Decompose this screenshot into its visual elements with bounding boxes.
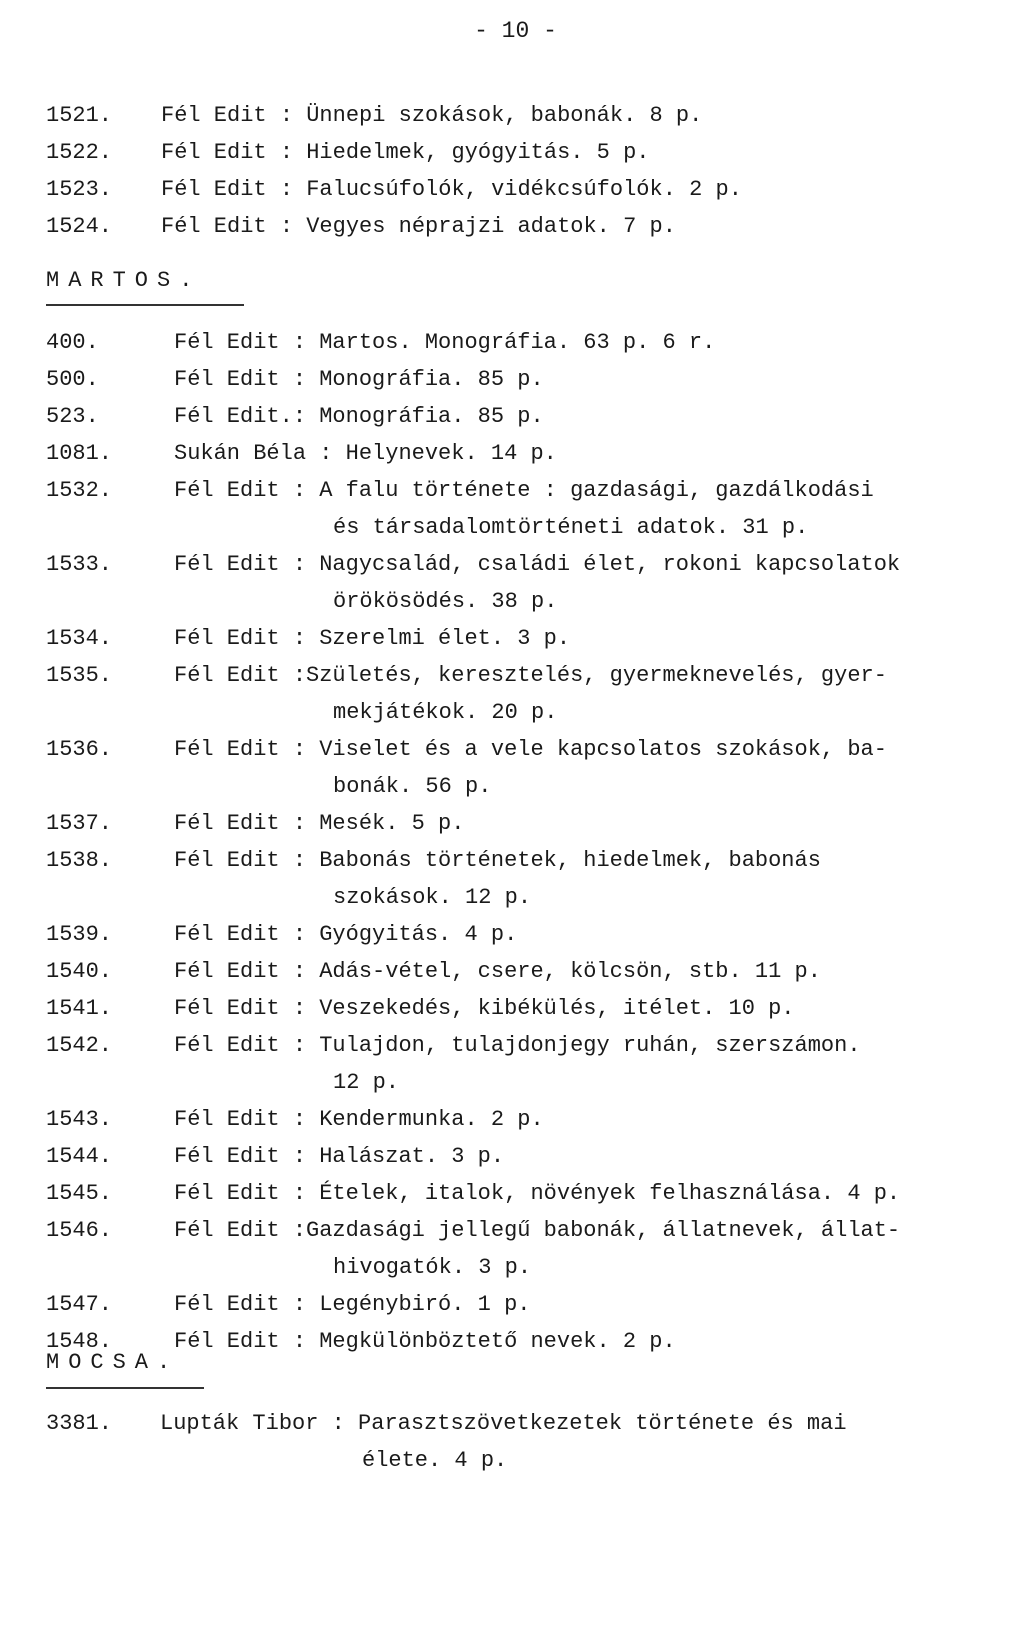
entry-number: 1537.: [46, 811, 113, 836]
entry-author: Fél Edit: [174, 626, 280, 651]
entry-row: [46, 171, 1006, 208]
entry-separator: :: [279, 1329, 320, 1354]
entry-author: Fél Edit: [174, 367, 280, 392]
entry-row: [46, 1138, 1006, 1175]
entry-title: Halászat. 3 p.: [319, 1144, 505, 1169]
entry-number: 1534.: [46, 626, 113, 651]
entry-number: 1535.: [46, 663, 113, 688]
entry-title: A falu története : gazdasági, gazdálkodási: [319, 478, 874, 503]
entry-author: Fél Edit: [174, 1107, 280, 1132]
entry-row: [46, 1286, 1006, 1323]
entry-author: Lupták Tibor: [160, 1411, 319, 1436]
entry-title-continuation: élete. 4 p.: [362, 1448, 508, 1473]
entry-number: 1540.: [46, 959, 113, 984]
entry-separator: :: [266, 214, 307, 239]
entry-list-martos: [46, 324, 1006, 1360]
entry-row: [46, 842, 1006, 879]
entry-number: 500.: [46, 367, 99, 392]
entry-title-continuation: szokások. 12 p.: [333, 885, 532, 910]
entry-title-continuation: örökösödés. 38 p.: [333, 589, 558, 614]
entry-row: [46, 546, 1006, 583]
entry-title: Kendermunka. 2 p.: [319, 1107, 544, 1132]
entry-author: Fél Edit: [174, 552, 280, 577]
entry-number: 523.: [46, 404, 99, 429]
entry-separator: :: [279, 552, 320, 577]
entry-row: [46, 657, 1006, 694]
entry-separator: :: [318, 1411, 359, 1436]
entry-number: 1522.: [46, 140, 113, 165]
entry-separator: :: [279, 367, 320, 392]
entry-number: 1542.: [46, 1033, 113, 1058]
entry-separator: :: [306, 441, 346, 466]
entry-row: [46, 731, 1006, 768]
entry-number: 1548.: [46, 1329, 113, 1354]
entry-separator: :: [266, 140, 307, 165]
entry-author: Fél Edit: [174, 1329, 280, 1354]
entry-title: Tulajdon, tulajdonjegy ruhán, szerszámon.: [319, 1033, 861, 1058]
entry-separator: :: [279, 959, 320, 984]
entry-separator: :: [279, 1181, 320, 1206]
entry-list-top: [46, 97, 1006, 245]
entry-title: Legénybiró. 1 p.: [319, 1292, 531, 1317]
entry-list-mocsa: [46, 1405, 1006, 1479]
entry-title: Martos. Monográfia. 63 p. 6 r.: [319, 330, 716, 355]
entry-title: Babonás történetek, hiedelmek, babonás: [319, 848, 821, 873]
entry-row: [46, 208, 1006, 245]
entry-row: [46, 620, 1006, 657]
entry-row: [46, 472, 1006, 509]
entry-separator: :: [279, 478, 320, 503]
entry-author: Fél Edit: [174, 478, 280, 503]
entry-separator: :: [279, 1292, 320, 1317]
entry-number: 1521.: [46, 103, 113, 128]
entry-separator: :: [292, 404, 320, 429]
entry-title-continuation: és társadalomtörténeti adatok. 31 p.: [333, 515, 809, 540]
entry-separator: :: [279, 1033, 320, 1058]
entry-author: Fél Edit: [174, 1033, 280, 1058]
entry-author: Fél Edit.: [174, 404, 293, 429]
entry-author: Fél Edit: [161, 103, 267, 128]
page-number: - 10 -: [474, 18, 557, 44]
entry-row: [46, 1405, 1006, 1442]
entry-number: 1524.: [46, 214, 113, 239]
entry-separator: :: [279, 663, 307, 688]
entry-author: Fél Edit: [174, 1292, 280, 1317]
entry-row: [46, 398, 1006, 435]
entry-author: Fél Edit: [174, 737, 280, 762]
entry-title: Falucsúfolók, vidékcsúfolók. 2 p.: [306, 177, 742, 202]
entry-number: 1536.: [46, 737, 113, 762]
entry-row: [46, 916, 1006, 953]
entry-title: Ételek, italok, növények felhasználása. 4 p.: [319, 1181, 901, 1206]
entry-separator: :: [279, 626, 320, 651]
entry-author: Fél Edit: [174, 959, 280, 984]
entry-row: [46, 361, 1006, 398]
section-heading-mocsa: MOCSA.: [46, 1350, 180, 1375]
entry-number: 1547.: [46, 1292, 113, 1317]
entry-row: [46, 435, 1006, 472]
entry-title-continuation: hivogatók. 3 p.: [333, 1255, 532, 1280]
entry-number: 1543.: [46, 1107, 113, 1132]
entry-author: Fél Edit: [174, 811, 280, 836]
entry-number: 400.: [46, 330, 99, 355]
entry-separator: :: [279, 1218, 307, 1243]
entry-title: Monográfia. 85 p.: [319, 367, 544, 392]
entry-title: Monográfia. 85 p.: [319, 404, 544, 429]
entry-title: Parasztszövetkezetek története és mai: [358, 1411, 847, 1436]
heading-underline-mocsa: [46, 1387, 204, 1389]
entry-separator: :: [279, 1144, 320, 1169]
entry-author: Fél Edit: [174, 1218, 280, 1243]
entry-number: 1532.: [46, 478, 113, 503]
entry-title: Veszekedés, kibékülés, itélet. 10 p.: [319, 996, 795, 1021]
entry-author: Fél Edit: [174, 922, 280, 947]
entry-number: 1539.: [46, 922, 113, 947]
entry-row: [46, 953, 1006, 990]
entry-row: [46, 1027, 1006, 1064]
entry-author: Fél Edit: [174, 848, 280, 873]
entry-author: Fél Edit: [174, 1144, 280, 1169]
entry-title: Helynevek. 14 p.: [345, 441, 557, 466]
entry-separator: :: [279, 811, 320, 836]
entry-separator: :: [279, 330, 320, 355]
entry-separator: :: [266, 177, 307, 202]
entry-title: Viselet és a vele kapcsolatos szokások, ba-: [319, 737, 887, 762]
entry-number: 1545.: [46, 1181, 113, 1206]
section-heading-martos: MARTOS.: [46, 268, 202, 293]
entry-row: [46, 990, 1006, 1027]
entry-author: Fél Edit: [174, 663, 280, 688]
entry-number: 1081.: [46, 441, 113, 466]
entry-title: Születés, keresztelés, gyermeknevelés, gyer-: [306, 663, 887, 688]
entry-row: [46, 805, 1006, 842]
entry-author: Fél Edit: [174, 1181, 280, 1206]
entry-title: Gyógyitás. 4 p.: [319, 922, 518, 947]
entry-title: Szerelmi élet. 3 p.: [319, 626, 571, 651]
entry-row: [46, 1101, 1006, 1138]
entry-row: [46, 134, 1006, 171]
entry-number: 1523.: [46, 177, 113, 202]
entry-row: [46, 324, 1006, 361]
entry-separator: :: [279, 922, 320, 947]
entry-author: Fél Edit: [161, 140, 267, 165]
entry-title: Mesék. 5 p.: [319, 811, 465, 836]
entry-row: [46, 1212, 1006, 1249]
entry-number: 1544.: [46, 1144, 113, 1169]
entry-title-continuation: bonák. 56 p.: [333, 774, 492, 799]
entry-title-continuation: mekjátékok. 20 p.: [333, 700, 558, 725]
entry-title: Adás-vétel, csere, kölcsön, stb. 11 p.: [319, 959, 821, 984]
entry-author: Sukán Béla: [174, 441, 307, 466]
entry-title: Megkülönböztető nevek. 2 p.: [319, 1329, 676, 1354]
entry-title: Ünnepi szokások, babonák. 8 p.: [306, 103, 703, 128]
heading-underline-martos: [46, 304, 244, 306]
entry-title-continuation: 12 p.: [333, 1070, 400, 1095]
entry-number: 1541.: [46, 996, 113, 1021]
entry-number: 3381.: [46, 1411, 113, 1436]
entry-row: [46, 1323, 1006, 1360]
entry-separator: :: [279, 848, 320, 873]
entry-row: [46, 97, 1006, 134]
entry-separator: :: [279, 996, 320, 1021]
entry-title: Vegyes néprajzi adatok. 7 p.: [306, 214, 676, 239]
entry-separator: :: [266, 103, 307, 128]
entry-author: Fél Edit: [174, 330, 280, 355]
entry-number: 1533.: [46, 552, 113, 577]
entry-number: 1546.: [46, 1218, 113, 1243]
entry-number: 1538.: [46, 848, 113, 873]
entry-author: Fél Edit: [161, 177, 267, 202]
entry-separator: :: [279, 1107, 320, 1132]
entry-author: Fél Edit: [161, 214, 267, 239]
entry-row: [46, 1175, 1006, 1212]
entry-author: Fél Edit: [174, 996, 280, 1021]
entry-title: Hiedelmek, gyógyitás. 5 p.: [306, 140, 650, 165]
entry-title: Gazdasági jellegű babonák, állatnevek, állat-: [306, 1218, 901, 1243]
entry-title: Nagycsalád, családi élet, rokoni kapcsolatok: [319, 552, 901, 577]
entry-separator: :: [279, 737, 320, 762]
